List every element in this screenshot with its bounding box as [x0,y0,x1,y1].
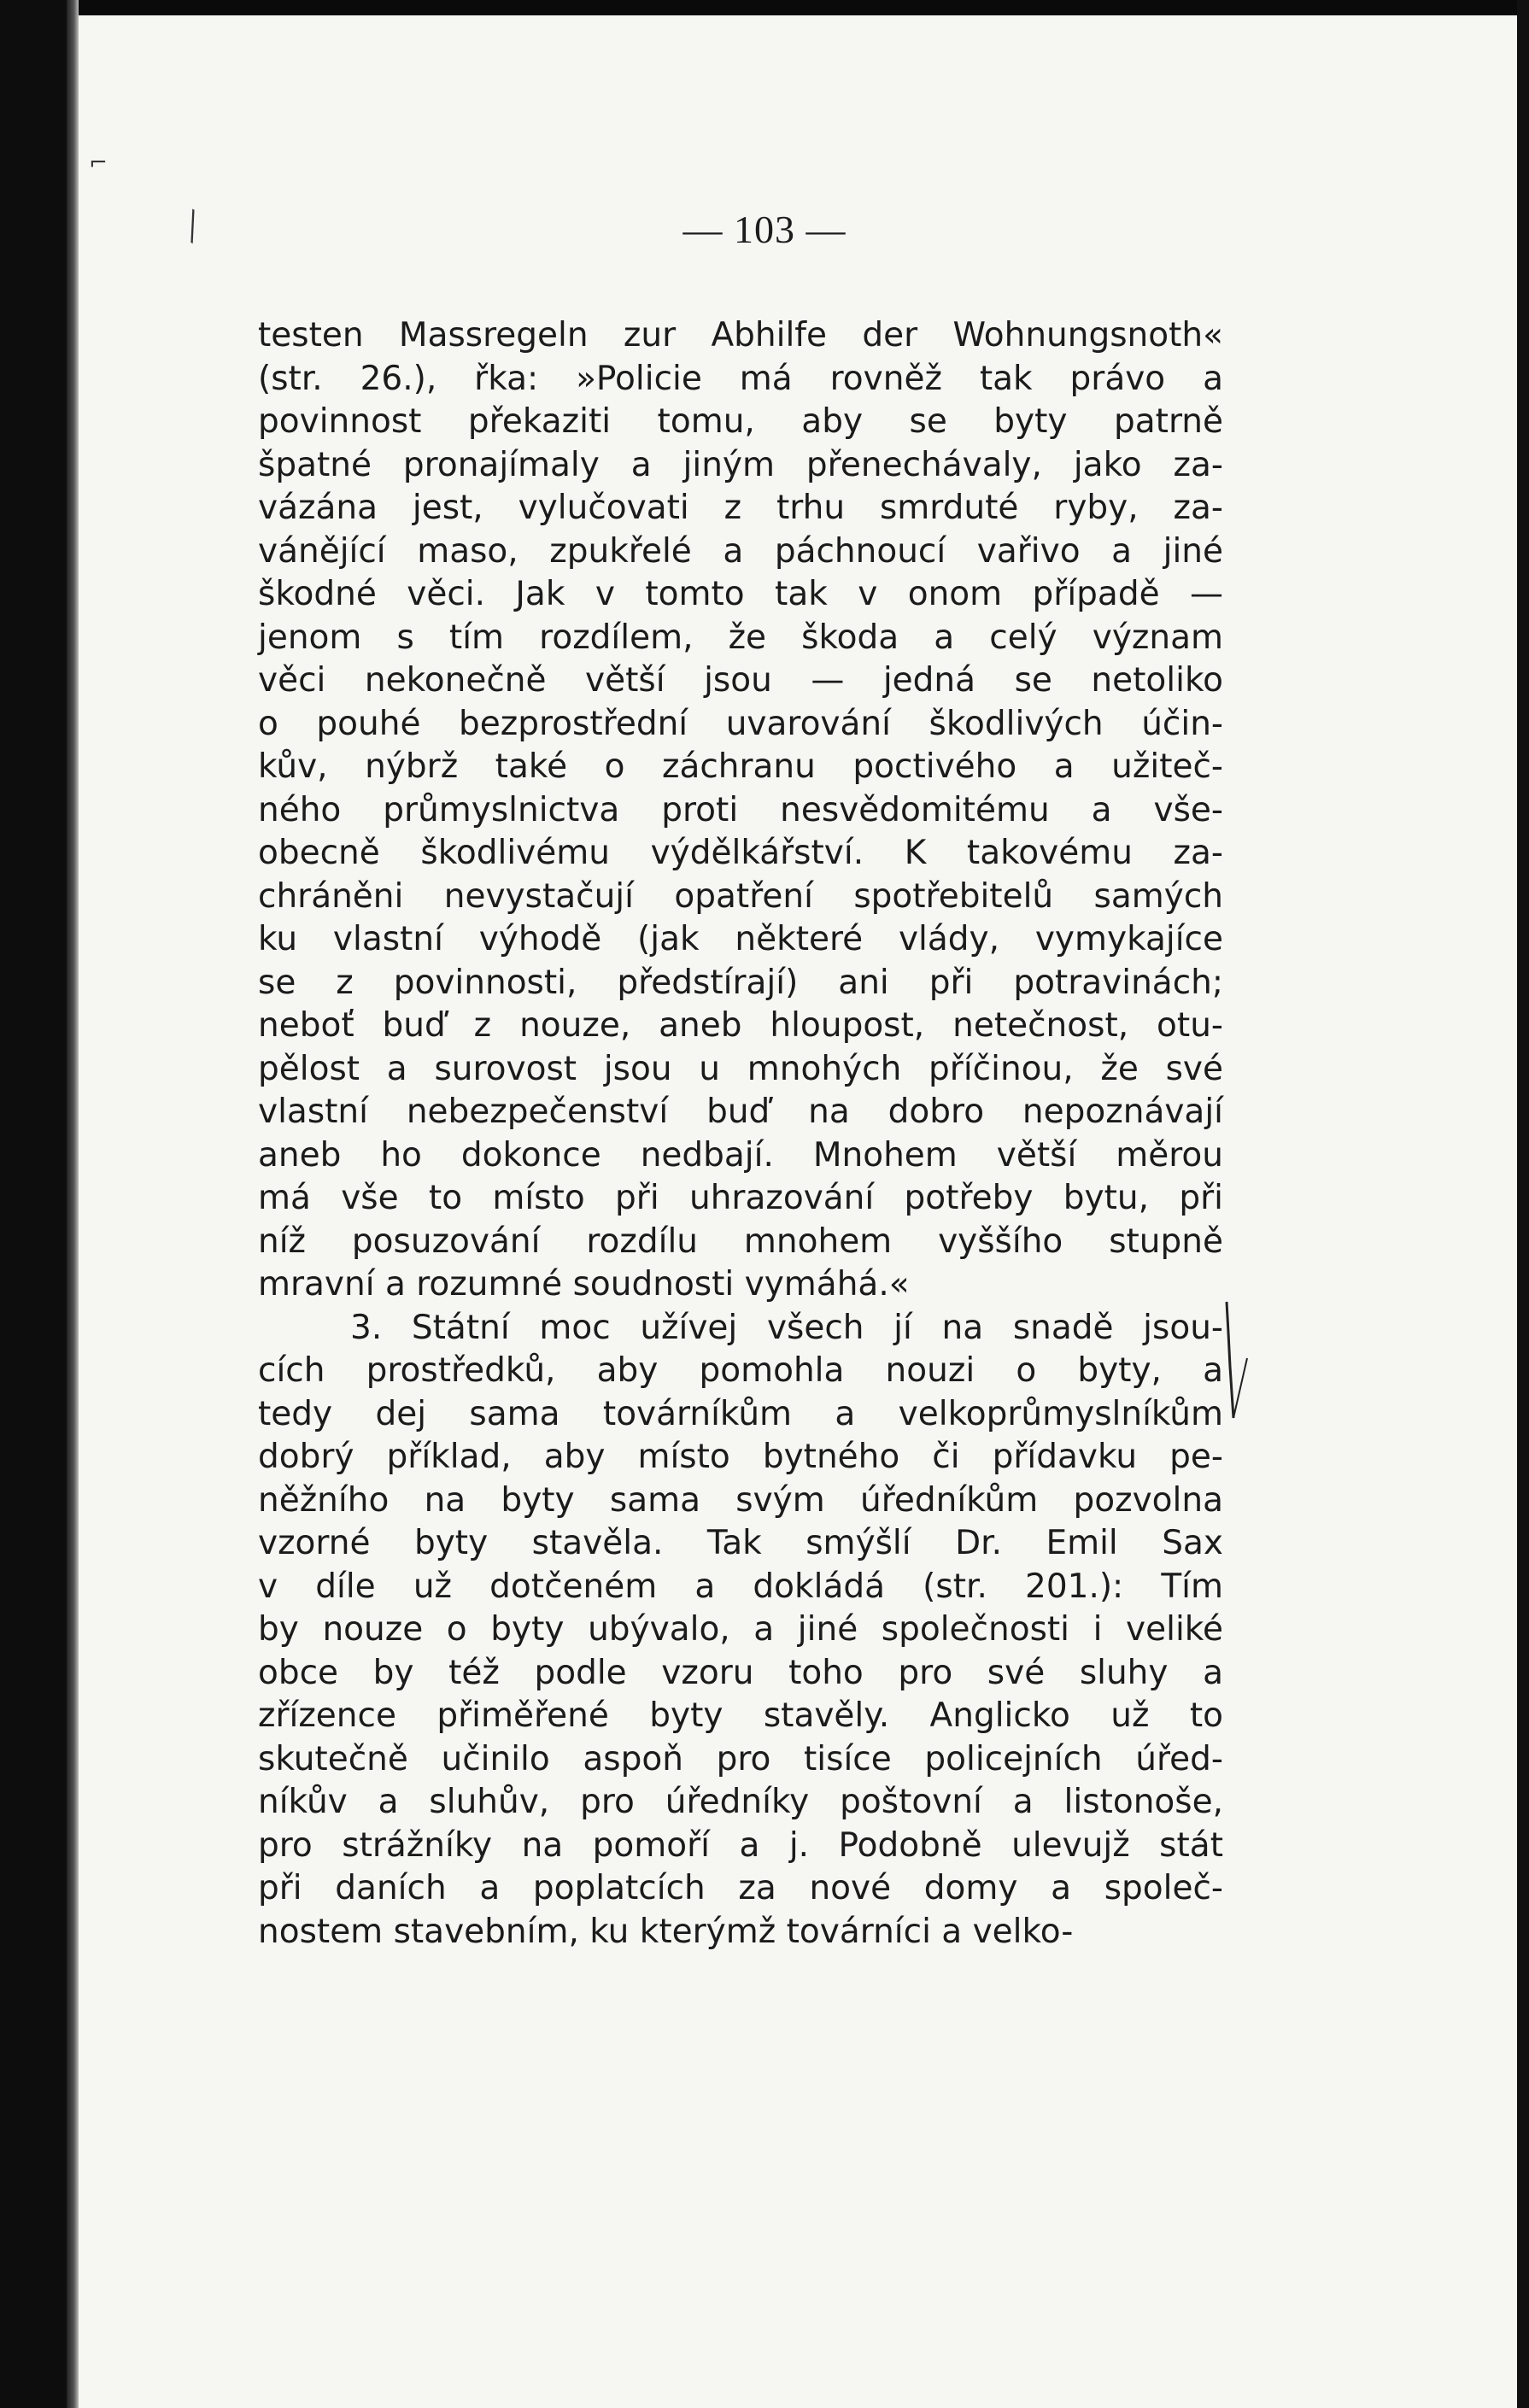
text-line: cích prostředků, aby pomohla nouzi o byty, a [258,1351,1223,1390]
margin-stroke-mark [1221,1298,1256,1427]
text-line: pělost a surovost jsou u mnohých příčinou, že své [258,1049,1223,1088]
text-line: špatné pronajímaly a jiným přenechávaly, jako za- [258,445,1223,484]
scan-frame-right [1517,0,1529,2408]
text-line: mravní a rozumné soudnosti vymáhá.« [258,1265,910,1304]
text-line: obce by též podle vzoru toho pro své sluhy a [258,1653,1223,1692]
scan-binding-edge [0,0,73,2408]
text-line: by nouze o byty ubývalo, a jiné společnosti i veliké [258,1610,1223,1649]
text-line: povinnost překaziti tomu, aby se byty patrně [258,402,1223,441]
text-line: vánějící maso, zpukřelé a páchnoucí vařivo a jiné [258,531,1223,571]
text-line: 3. Státní moc užívej všech jí na snadě jsou- [350,1308,1223,1347]
body-text [258,314,1223,1954]
text-line: nostem stavebním, ku kterýmž továrníci a velko- [258,1912,1074,1951]
scan-speck: ╲ [178,209,207,244]
text-line: v díle už dotčeném a dokládá (str. 201.): Tím [258,1567,1223,1606]
text-line: škodné věci. Jak v tomto tak v onom případě — [258,575,1223,613]
text-line: o pouhé bezprostřední uvarování škodlivých účin- [258,704,1223,743]
scan-frame-top [0,0,1529,15]
text-line: vzorné byty stavěla. Tak smýšlí Dr. Emil Sax [258,1524,1223,1562]
paragraph [258,1307,1223,1954]
text-line: níkův a sluhův, pro úředníky poštovní a listonoše, [258,1783,1223,1821]
scan-speck: ⌐ [89,150,108,176]
scan-binding-shadow [67,0,79,2408]
text-line: kův, nýbrž také o záchranu poctivého a užiteč- [258,747,1223,786]
text-line: níž posuzování rozdílu mnohem vyššího stupně [258,1222,1223,1261]
text-line: ku vlastní výhodě (jak některé vlády, vymykajíce [258,920,1223,958]
text-line: tedy dej sama továrníkům a velkoprůmyslníkům [258,1394,1223,1433]
text-line: při daních a poplatcích za nové domy a společ- [258,1869,1223,1907]
text-line: ného průmyslnictva proti nesvědomitému a vše- [258,790,1223,829]
text-line: obecně škodlivému výdělkářství. K takovému za- [258,834,1223,872]
paragraph [258,314,1223,1307]
text-line: vázána jest, vylučovati z trhu smrduté ryby, za- [258,489,1223,527]
text-line: se z povinnosti, předstírají) ani při potravinách; [258,963,1223,1002]
text-line: věci nekonečně větší jsou — jedná se netoliko [258,661,1223,700]
text-line: vlastní nebezpečenství buď na dobro nepoznávají [258,1093,1223,1131]
text-line: skutečně učinilo aspoň pro tisíce policejních úřed- [258,1739,1223,1778]
paragraph-container [258,314,1223,1954]
text-line: zřízence přiměřené byty stavěly. Anglicko už to [258,1696,1223,1735]
text-line: pro strážníky na pomoří a j. Podobně ulevujž stát [258,1825,1223,1865]
text-line: aneb ho dokonce nedbají. Mnohem větší měrou [258,1135,1223,1175]
page-number: — 103 — [682,208,847,251]
text-line: (str. 26.), řka: »Policie má rovněž tak právo a [258,359,1223,398]
text-line: má vše to místo při uhrazování potřeby bytu, při [258,1179,1223,1217]
text-line: chráněni nevystačují opatření spotřebitelů samých [258,876,1223,916]
text-line: testen Massregeln zur Abhilfe der Wohnungsnoth« [258,316,1223,354]
text-line: něžního na byty sama svým úředníkům pozvolna [258,1480,1223,1520]
text-line: dobrý příklad, aby místo bytného či přídavku pe- [258,1438,1223,1476]
text-line: jenom s tím rozdílem, že škoda a celý význam [258,618,1223,657]
text-line: neboť buď z nouze, aneb hloupost, netečnost, otu- [258,1006,1223,1045]
